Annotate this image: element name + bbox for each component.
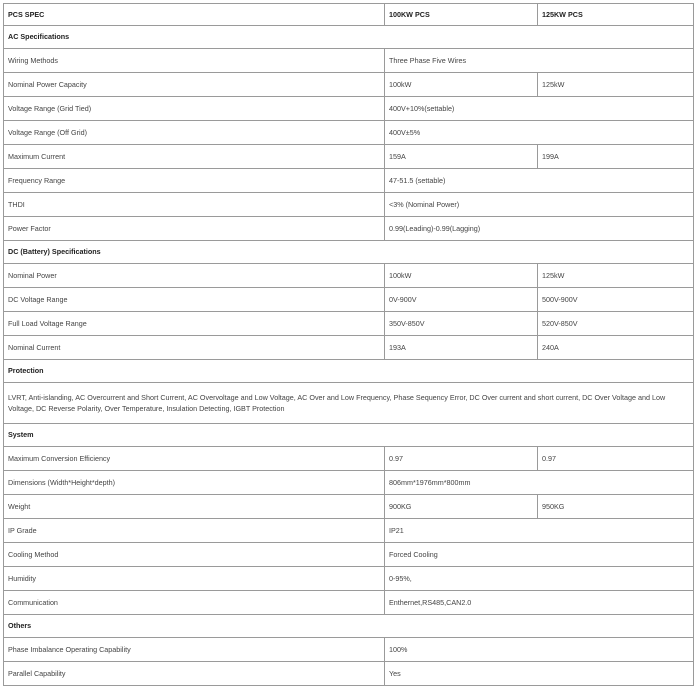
header-125kw: 125KW PCS (538, 4, 694, 26)
row-value: Enthernet,RS485,CAN2.0 (385, 591, 694, 615)
table-row (4, 49, 694, 73)
row-label: Full Load Voltage Range (4, 312, 385, 336)
section-row (4, 360, 694, 383)
header-100kw: 100KW PCS (385, 4, 538, 26)
row-label: Maximum Conversion Efficiency (4, 447, 385, 471)
row-label: Parallel Capability (4, 662, 385, 686)
section-row (4, 241, 694, 264)
row-label: Wiring Methods (4, 49, 385, 73)
row-value: 100% (385, 638, 694, 662)
row-value-100kw: 0V-900V (385, 288, 538, 312)
ac-section-title: AC Specifications (4, 26, 694, 49)
table-row (4, 495, 694, 519)
row-label: Humidity (4, 567, 385, 591)
row-value-125kw: 199A (538, 145, 694, 169)
row-value-125kw: 125kW (538, 73, 694, 97)
row-value: 0-95%, (385, 567, 694, 591)
table-row (4, 145, 694, 169)
row-value: Yes (385, 662, 694, 686)
table-row (4, 264, 694, 288)
row-label: Maximum Current (4, 145, 385, 169)
row-value: 0.99(Leading)-0.99(Lagging) (385, 217, 694, 241)
row-value: <3% (Nominal Power) (385, 193, 694, 217)
row-value: Three Phase Five Wires (385, 49, 694, 73)
row-label: THDI (4, 193, 385, 217)
table-row (4, 217, 694, 241)
table-row (4, 336, 694, 360)
row-value: 400V±5% (385, 121, 694, 145)
row-value-125kw: 520V-850V (538, 312, 694, 336)
row-label: Dimensions (Width*Height*depth) (4, 471, 385, 495)
table-row (4, 383, 694, 424)
table-row (4, 193, 694, 217)
row-value-100kw: 100kW (385, 73, 538, 97)
pcs-spec-table (3, 3, 694, 686)
row-value-125kw: 0.97 (538, 447, 694, 471)
section-row (4, 615, 694, 638)
section-row (4, 424, 694, 447)
protection-text: LVRT, Anti-islanding, AC Overcurrent and Short Current, AC Overvoltage and Low Voltage, AC Over and Low Frequency, Phase Sequency Error, DC Over current and short current, DC Over Voltage and Low Voltage, DC Reverse Polarity, Over Temperature, Insulation Detecting, IGBT Protection (4, 383, 694, 424)
table-row (4, 288, 694, 312)
row-value: 806mm*1976mm*800mm (385, 471, 694, 495)
others-section-title: Others (4, 615, 694, 638)
row-label: Communication (4, 591, 385, 615)
system-section-title: System (4, 424, 694, 447)
row-value-125kw: 125kW (538, 264, 694, 288)
row-label: Nominal Current (4, 336, 385, 360)
table-row (4, 662, 694, 686)
table-row (4, 471, 694, 495)
table-row (4, 638, 694, 662)
row-label: IP Grade (4, 519, 385, 543)
row-label: Nominal Power Capacity (4, 73, 385, 97)
row-value-125kw: 500V-900V (538, 288, 694, 312)
header-spec: PCS SPEC (4, 4, 385, 26)
section-row (4, 26, 694, 49)
dc-section-title: DC (Battery) Specifications (4, 241, 694, 264)
row-value-100kw: 193A (385, 336, 538, 360)
row-label: Nominal Power (4, 264, 385, 288)
row-value: IP21 (385, 519, 694, 543)
table-row (4, 97, 694, 121)
row-value-100kw: 900KG (385, 495, 538, 519)
row-value-100kw: 159A (385, 145, 538, 169)
table-row (4, 169, 694, 193)
row-value-100kw: 0.97 (385, 447, 538, 471)
row-label: Weight (4, 495, 385, 519)
table-row (4, 591, 694, 615)
table-header-row (4, 4, 694, 26)
row-label: Phase Imbalance Operating Capability (4, 638, 385, 662)
table-row (4, 567, 694, 591)
table-row (4, 73, 694, 97)
row-value: 47-51.5 (settable) (385, 169, 694, 193)
protection-section-title: Protection (4, 360, 694, 383)
row-label: Voltage Range (Off Grid) (4, 121, 385, 145)
row-value-125kw: 950KG (538, 495, 694, 519)
row-value-125kw: 240A (538, 336, 694, 360)
row-value: Forced Cooling (385, 543, 694, 567)
table-row (4, 519, 694, 543)
row-label: Frequency Range (4, 169, 385, 193)
row-value: 400V+10%(settable) (385, 97, 694, 121)
table-row (4, 312, 694, 336)
table-row (4, 121, 694, 145)
row-label: DC Voltage Range (4, 288, 385, 312)
row-label: Power Factor (4, 217, 385, 241)
row-value-100kw: 350V-850V (385, 312, 538, 336)
row-value-100kw: 100kW (385, 264, 538, 288)
table-row (4, 447, 694, 471)
row-label: Voltage Range (Grid Tied) (4, 97, 385, 121)
row-label: Cooling Method (4, 543, 385, 567)
table-row (4, 543, 694, 567)
